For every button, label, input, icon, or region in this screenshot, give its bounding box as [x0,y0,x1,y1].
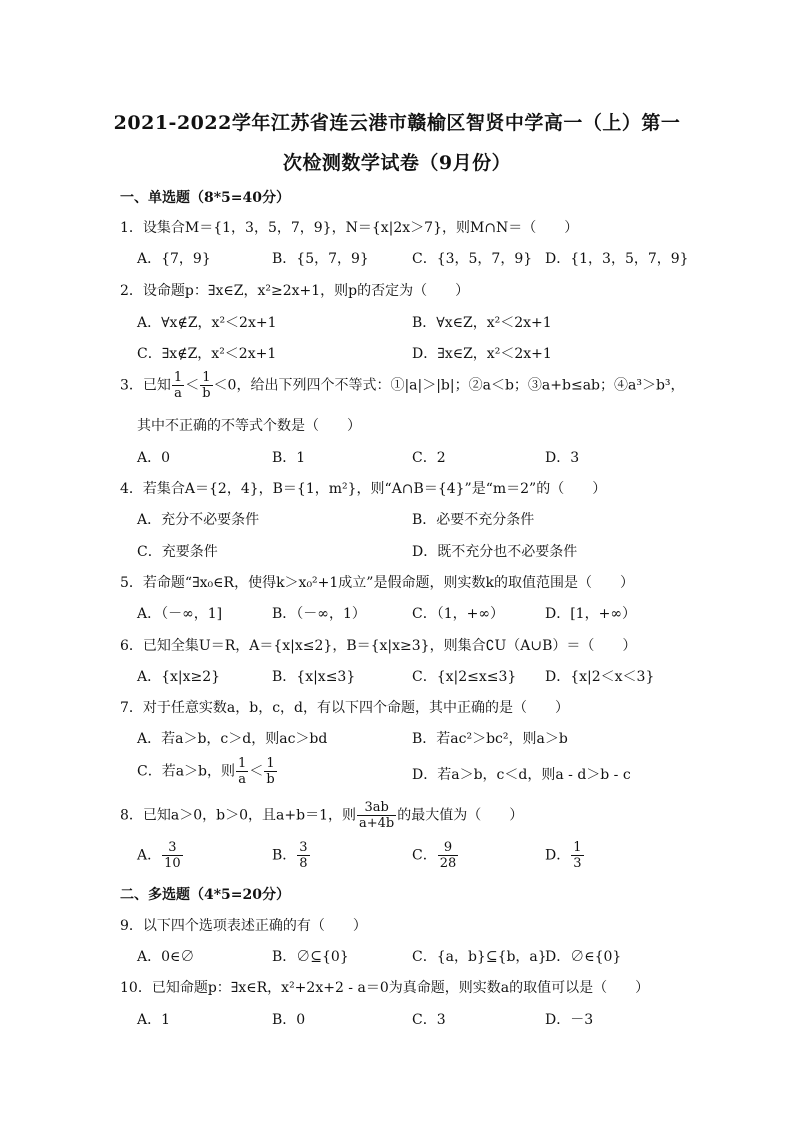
question-3 [120,370,685,401]
q6-option-b: B．{x|x≤3} [272,669,356,685]
q8-option-c-label: C． [412,847,437,864]
q3-option-c: C．2 [412,450,446,466]
q9-option-b: B．∅⊆{0} [272,949,349,965]
q2-option-b: B．∀x∈Z，x²＜2x+1 [412,315,552,331]
q7-option-c-prefix: C．若a＞b，则 [137,763,236,780]
question-6: 6．已知全集U＝R，A＝{x|x≤2}，B＝{x|x≥3}，则集合∁U（A∪B）＝（ ） [120,638,637,654]
q10-option-b: B．0 [272,1012,306,1028]
q8-option-b [272,840,311,871]
q8-fraction-numerator: 3ab [357,800,396,816]
section-single-choice: 一、单选题（8*5=40分） [120,190,291,206]
q4-option-a: A．充分不必要条件 [137,512,260,528]
q8-option-b-denominator: 8 [299,856,308,871]
q3-fraction-2-denominator: b [202,386,211,401]
q8-option-a [137,840,184,871]
q3-fraction-1-over-b [200,370,212,401]
question-1: 1．设集合M＝{1，3，5，7，9}，N＝{x|2x＞7}，则M∩N＝（ ） [120,220,579,236]
q8-option-a-fraction [162,840,183,871]
q8-option-d-denominator: 3 [573,856,582,871]
q3-option-d: D．3 [545,450,580,466]
q8-option-c-denominator: 28 [439,856,457,871]
q1-option-d: D．{1，3，5，7，9} [545,251,689,267]
q7-option-a: A．若a＞b，c＞d，则ac＞bd [137,731,328,747]
q6-option-d: D．{x|2＜x＜3} [545,669,655,685]
q9-option-d: D．∅∈{0} [545,949,622,965]
q3-option-b: B．1 [272,450,306,466]
question-10: 10．已知命题p：∃x∈R，x²+2x+2 - a＝0为真命题，则实数a的取值可以是（ ） [120,980,650,996]
q3-fraction-1-over-a [172,370,184,401]
q7-option-b: B．若ac²＞bc²，则a＞b [412,731,568,747]
q5-option-c: C．（1，+∞） [412,606,505,622]
q3-fraction-2-numerator: 1 [200,370,212,386]
q8-option-d-label: D． [545,847,571,864]
q8-suffix: 的最大值为（ ） [397,807,524,824]
q7-fraction-1-denominator: a [238,772,247,787]
q9-option-a: A．0∈∅ [137,949,195,965]
q3-fraction-1-denominator: a [174,386,182,401]
question-5: 5．若命题“∃x₀∈R，使得k＞x₀²+1成立”是假命题，则实数k的取值范围是（ ） [120,575,634,591]
q8-option-a-label: A． [137,847,162,864]
q2-option-a: A．∀x∉Z，x²＜2x+1 [137,315,277,331]
q8-option-b-numerator: 3 [299,840,308,855]
exam-title-line1: 2021-2022学年江苏省连云港市赣榆区智贤中学高一（上）第一 [113,112,681,134]
q2-option-d: D．∃x∈Z，x²＜2x+1 [412,346,552,362]
section-multiple-choice: 二、多选题（4*5=20分） [120,887,291,903]
q8-option-b-label: B． [272,847,297,864]
q7-fraction-2-numerator: 1 [264,756,276,772]
q8-option-c-fraction [438,840,459,871]
q7-fraction-1-over-a [236,756,248,787]
q2-option-c: C．∃x∉Z，x²＜2x+1 [137,346,277,362]
q3-option-a: A．0 [137,450,171,466]
q4-option-c: C．充要条件 [137,544,218,560]
q9-option-c: C．{a，b}⊆{b，a} [412,949,547,965]
q8-fraction-expression [357,800,396,831]
q3-prefix: 3．已知 [120,377,171,394]
q7-fraction-1-over-b [264,756,276,787]
q8-prefix: 8．已知a＞0，b＞0，且a+b＝1，则 [120,807,356,824]
question-8 [120,800,523,831]
question-4: 4．若集合A＝{2，4}，B＝{1，m²}，则“A∩B＝{4}”是“m＝2”的（ ） [120,481,607,497]
q7-fraction-1-numerator: 1 [238,756,247,771]
q8-option-b-fraction [297,840,309,871]
q5-option-b: B．（－∞，1） [272,606,366,622]
q8-option-d [545,840,585,871]
q3-suffix: ＜0，给出下列四个不等式：①|a|＞|b|；②a＜b；③a+b≤ab；④a³＞b³， [213,377,685,394]
q5-option-a: A．（－∞，1] [137,606,223,622]
q3-less-than: ＜ [185,377,200,394]
q7-option-d: D．若a＞b，c＜d，则a - d＞b - c [412,767,631,783]
question-2: 2．设命题p：∃x∈Z，x²≥2x+1，则p的否定为（ ） [120,283,470,299]
q7-less-than: ＜ [249,763,264,780]
q4-option-b: B．必要不充分条件 [412,512,535,528]
q1-option-b: B．{5，7，9} [272,251,369,267]
q8-option-a-numerator: 3 [162,840,183,856]
q8-fraction-denominator: a+4b [358,816,395,831]
question-9: 9．以下四个选项表述正确的有（ ） [120,918,367,934]
q8-option-d-numerator: 1 [573,840,582,855]
q6-option-a: A．{x|x≥2} [137,669,221,685]
q8-option-d-fraction [571,840,583,871]
q10-option-d: D．－3 [545,1012,594,1028]
q10-option-a: A．1 [137,1012,171,1028]
q4-option-d: D．既不充分也不必要条件 [412,544,578,560]
q8-option-a-denominator: 10 [164,856,181,871]
q8-option-c [412,840,459,871]
q1-option-a: A．{7，9} [137,251,211,267]
question-7: 7．对于任意实数a，b，c，d，有以下四个命题，其中正确的是（ ） [120,700,570,716]
q3-fraction-1-numerator: 1 [173,370,183,385]
q10-option-c: C．3 [412,1012,446,1028]
q5-option-d: D．[1，+∞） [545,606,636,622]
exam-title-line2: 次检测数学试卷（9月份） [282,152,512,174]
q8-option-c-numerator: 9 [438,840,459,856]
q6-option-c: C．{x|2≤x≤3} [412,669,517,685]
q7-option-c [137,756,278,787]
question-3-line2: 其中不正确的不等式个数是（ ） [137,418,361,434]
q7-fraction-2-denominator: b [266,772,275,787]
q1-option-c: C．{3，5，7，9} [412,251,533,267]
